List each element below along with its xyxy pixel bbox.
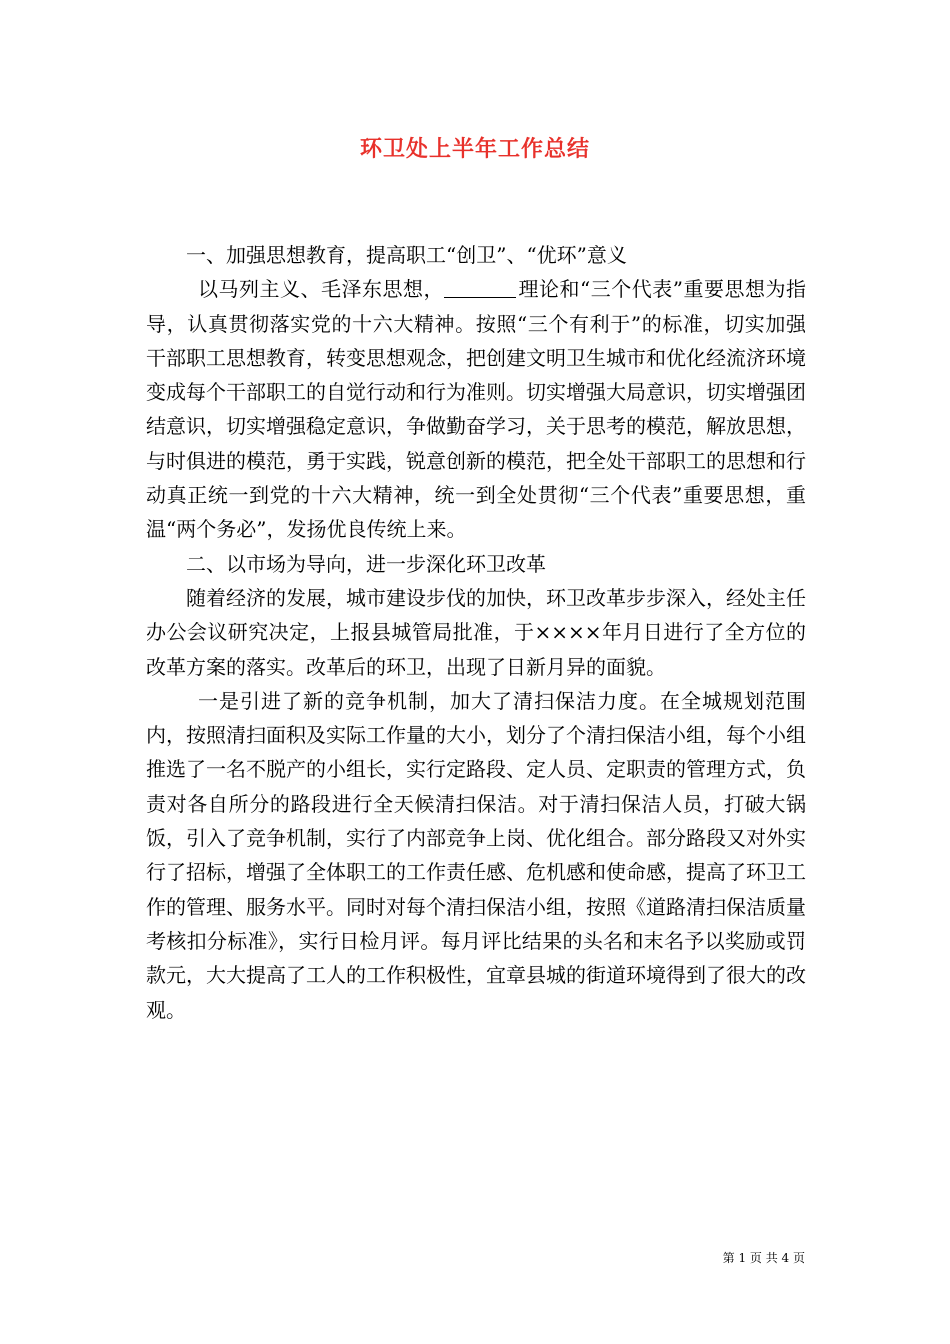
section-heading-1: 一、加强思想教育，提高职工“创卫”、“优环”意义 bbox=[186, 243, 627, 267]
fill-in-blank bbox=[444, 277, 516, 298]
document-title: 环卫处上半年工作总结 bbox=[359, 136, 590, 162]
paragraph-text-after-blank: 理论和“三个代表”重要思想为指导，认真贯彻落实党的十六大精神。按照“三个有利于”的标准，切实加强干部职工思想教育，转变思想观念，把创建文明卫生城市和优化经流济环境变成每个干部职工的自觉行动和行为准则。切实增强大局意识，切实增强团结意识，切实增强稳定意识，争做勤奋学习，关于思考的模范，解放思想，与时俱进的模范，勇于实践，锐意创新的模范，把全处干部职工的思想和行动真正统一到党的十六大精神，统一到全处贯彻“三个代表”重要思想，重温“两个务必”，发扬优良传统上来。 bbox=[146, 277, 807, 542]
section-2-paragraph-2: 一是引进了新的竞争机制，加大了清扫保洁力度。在全城规划范围内，按照清扫面积及实际工作量的大小，划分了个清扫保洁小组，每个小组推选了一名不脱产的小组长，实行定路段、定人员、定职责的管理方式，负责对各自所分的路段进行全天候清扫保洁。对于清扫保洁人员，打破大锅饭，引入了竞争机制，实行了内部竞争上岗、优化组合。部分路段又对外实行了招标，增强了全体职工的工作责任感、危机感和使命感，提高了环卫工作的管理、服务水平。同时对每个清扫保洁小组，按照《道路清扫保洁质量考核扣分标准》，实行日检月评。每月评比结果的头名和末名予以奖励或罚款元，大大提高了工人的工作积极性，宜章县城的街道环境得到了很大的改观。 bbox=[146, 688, 806, 1022]
section-2-paragraph-1: 随着经济的发展，城市建设步伐的加快，环卫改革步步深入，经处主任办公会议研究决定，上报县城管局批准，于××××年月日进行了全方位的改革方案的落实。改革后的环卫，出现了日新月异的面貌。 bbox=[146, 585, 806, 679]
document-body bbox=[146, 238, 806, 1027]
paragraph-text-before-blank: 以马列主义、毛泽东思想， bbox=[198, 277, 445, 302]
page-number-footer: 第 1 页 共 4 页 bbox=[722, 1251, 805, 1265]
section-heading-2: 二、以市场为导向，进一步深化环卫改革 bbox=[186, 551, 546, 576]
section-1-paragraph-1 bbox=[146, 272, 806, 546]
